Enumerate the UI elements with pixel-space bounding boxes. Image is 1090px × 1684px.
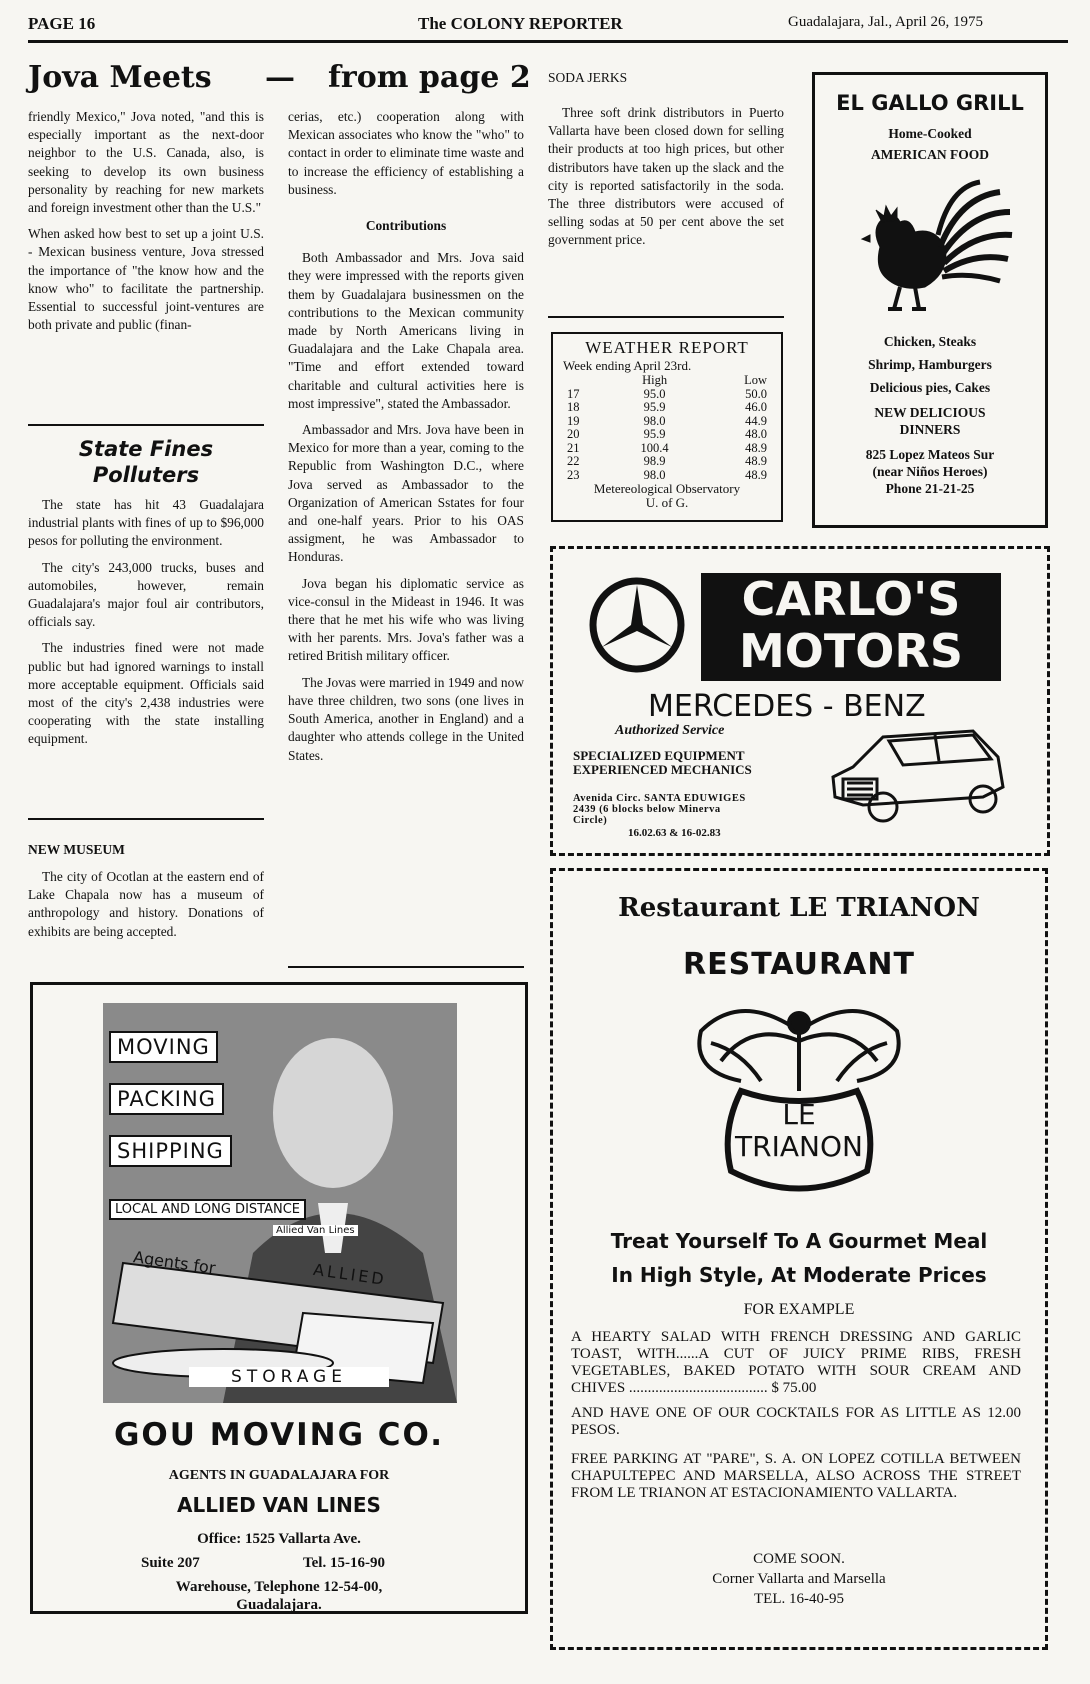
gou-agents-for: Agents for <box>132 1247 217 1278</box>
divider <box>28 424 264 426</box>
weather-low: 46.0 <box>745 400 767 414</box>
gallo-title: EL GALLO GRILL <box>836 91 1024 115</box>
mercedes-car-icon <box>823 717 1013 827</box>
carlos-addr-line: 2439 (6 blocks below Minerva <box>573 804 721 815</box>
weather-low: 48.9 <box>745 454 767 468</box>
gou-storage: STORAGE <box>189 1367 389 1387</box>
carlos-equip-line: EXPERIENCED MECHANICS <box>573 762 752 777</box>
weather-row <box>563 401 771 415</box>
gallo-line: Shrimp, Hamburgers <box>868 357 992 372</box>
carlos-service: Authorized Service <box>615 723 725 738</box>
weather-high: 95.9 <box>643 427 666 441</box>
mercedes-logo-icon <box>587 575 687 675</box>
carlos-motors-ad <box>550 546 1050 856</box>
gou-sign: SHIPPING <box>109 1135 232 1167</box>
weather-row <box>563 469 771 483</box>
weather-day: 21 <box>567 440 580 455</box>
paper-name: The COLONY REPORTER <box>418 14 623 33</box>
gallo-line: 825 Lopez Mateos Sur <box>865 447 995 462</box>
trianon-logo-top: RESTAURANT <box>683 947 915 982</box>
trianon-come: COME SOON. <box>753 1551 845 1567</box>
museum-column <box>28 868 264 949</box>
trianon-logo-line: TRIANON <box>735 1130 863 1163</box>
gou-city: Guadalajara. <box>236 1597 322 1613</box>
jova-headline-right: from page 2 <box>328 60 531 95</box>
jova-paragraph: Jova began his diplomatic service as vice-consul in the Mideast in 1946. It was there that he met his wife who was living with her parents. Mrs. Jova's father was a retired British military officer. <box>288 575 524 664</box>
weather-footer-1: Metereological Observatory <box>593 481 741 496</box>
gallo-line: (near Niños Heroes) <box>872 464 988 479</box>
weather-row <box>563 455 771 469</box>
gallo-line: NEW DELICIOUS DINNERS <box>874 405 986 437</box>
museum-paragraph: The city of Ocotlan at the eastern end of Lake Chapala now has a museum of anthropology and history. Donations of exhibits are being accepted. <box>28 869 264 939</box>
jova-paragraph: When asked how best to set up a joint U.S. - Mexican business venture, Jova stressed the importance of "the know how and the know who" to facilitate the partnership. Essential to successful joint-ventures are both private and public (finan- <box>28 226 264 333</box>
trianon-tagline: Treat Yourself To A Gourmet Meal <box>610 1229 988 1253</box>
weather-day: 19 <box>567 413 580 428</box>
divider <box>28 818 264 820</box>
jova-paragraph: The Jovas were married in 1949 and now have three children, two sons (one lives in South America, another in England) and a daughter who attends college in the United States. <box>288 674 524 763</box>
jova-headline-dash: — <box>265 60 295 95</box>
weather-low: 50.0 <box>745 386 767 401</box>
weather-day: 23 <box>567 467 580 482</box>
carlos-equip-line: SPECIALIZED EQUIPMENT <box>573 748 745 763</box>
weather-low: 48.9 <box>745 467 767 482</box>
gou-photo <box>103 1003 457 1403</box>
weather-day: 17 <box>567 386 580 401</box>
soda-column <box>548 104 784 258</box>
jova-paragraph: friendly Mexico," Jova noted, "and this is especially important as the next-door neighbor to the U.S. Canada, also, is seeking to develop its own business personality by reaching for new markets and foreign investment other than the U.S." <box>28 109 264 216</box>
weather-row <box>563 388 771 402</box>
carlos-phones: 16.02.63 & 16-02.83 <box>628 827 721 839</box>
gou-name: GOU MOVING CO. <box>113 1417 445 1453</box>
contributions-head: Contributions <box>365 218 447 234</box>
weather-col-high: High <box>642 373 668 387</box>
carlos-brand: MERCEDES - BENZ <box>648 689 926 724</box>
weather-high: 100.4 <box>640 440 669 455</box>
weather-high: 95.0 <box>643 386 666 401</box>
gou-truck-label: Allied Van Lines <box>273 1225 358 1236</box>
gallo-line: Delicious pies, Cakes <box>869 380 991 395</box>
gallo-line: AMERICAN FOOD <box>870 147 990 162</box>
soda-head: SODA JERKS <box>548 70 628 85</box>
gou-moving-ad <box>30 982 528 1614</box>
fines-headline-line: Polluters <box>92 463 200 487</box>
carlos-name-1: CARLO'S <box>741 572 961 626</box>
fines-headline <box>28 436 264 488</box>
carlos-name-2: MOTORS <box>739 624 963 678</box>
carlos-addr-line: Avenida Circ. SANTA EDUWIGES <box>573 793 746 804</box>
gou-agents-line: AGENTS IN GUADALAJARA FOR <box>168 1468 390 1483</box>
weather-title: WEATHER REPORT <box>585 338 749 357</box>
gou-warehouse: Warehouse, Telephone 12-54-00, <box>175 1579 383 1595</box>
fines-paragraph: The city's 243,000 trucks, buses and automobiles, however, remain Guadalajara's major foul air contributors, officials say. <box>28 559 264 630</box>
divider <box>288 966 524 968</box>
weather-subtitle: Week ending April 23rd. <box>563 358 692 373</box>
page-header <box>28 6 1068 43</box>
gou-allied-line: ALLIED VAN LINES <box>177 1493 381 1517</box>
gou-sign: MOVING <box>109 1031 218 1063</box>
gou-tel: Tel. 15-16-90 <box>303 1555 385 1571</box>
le-trianon-ad <box>550 868 1048 1650</box>
museum-head: NEW MUSEUM <box>28 842 125 857</box>
weather-day: 22 <box>567 454 580 468</box>
weather-row <box>563 428 771 442</box>
fines-paragraph: The industries fined were not made public but had ignored warnings to install more acceptable equipment. Officials said most of the city's 2,438 industries were cooperating with the state installing equipment. <box>28 640 264 747</box>
gou-allied: ALLIED <box>312 1259 388 1290</box>
rooster-icon <box>840 177 1020 317</box>
gallo-line: Home-Cooked <box>888 126 972 141</box>
weather-low: 44.9 <box>745 413 767 428</box>
weather-low: 48.0 <box>745 427 767 441</box>
fines-column <box>28 496 264 757</box>
divider <box>548 316 784 318</box>
weather-report <box>551 332 783 522</box>
trianon-tel: TEL. 16-40-95 <box>754 1591 844 1607</box>
weather-row <box>563 415 771 429</box>
jova-paragraph: Both Ambassador and Mrs. Jova said they were impressed with the reports given them by Guadalajara businessmen on the contributions to the Mexican community made by North Americans living in Guadalajara and the Lake Chapala area. "Time and effort extended toward charitable and cultural activities here is most impressive", stated the Ambassador. <box>288 250 524 411</box>
fines-headline-line: State Fines <box>78 437 214 461</box>
carlos-addr-line: Circle) <box>573 815 608 826</box>
trianon-logo-text <box>719 1099 879 1163</box>
jova-column-2 <box>288 108 524 773</box>
gou-suite: Suite 207 <box>141 1555 200 1571</box>
weather-low: 48.9 <box>745 440 767 455</box>
carlos-equipment <box>573 749 752 777</box>
gou-office: Office: 1525 Vallarta Ave. <box>197 1531 361 1547</box>
weather-col-low: Low <box>744 373 767 387</box>
carlos-name-block <box>701 573 1001 681</box>
trianon-corner: Corner Vallarta and Marsella <box>712 1571 886 1587</box>
gallo-line: Chicken, Steaks <box>883 334 977 349</box>
trianon-logo-line: LE <box>782 1098 816 1131</box>
jova-column-1 <box>28 108 264 342</box>
trianon-menu: A HEARTY SALAD WITH FRENCH DRESSING AND GARLIC TOAST, WITH......A CUT OF JUICY PRIME RIBS, FRESH VEGETABLES, BAKED POTATO WITH SOUR CREAM AND CHIVES ..................................... $ 75.00 <box>571 1329 1021 1396</box>
dateline: Guadalajara, Jal., April 26, 1975 <box>788 14 983 30</box>
trianon-tagline: In High Style, At Moderate Prices <box>611 1263 987 1287</box>
carlos-address <box>573 793 813 826</box>
weather-row <box>563 442 771 456</box>
weather-header-row <box>563 374 771 388</box>
trianon-example: FOR EXAMPLE <box>743 1301 855 1318</box>
fines-paragraph: The state has hit 43 Guadalajara industrial plants with fines of up to $96,000 pesos for polluting the environment. <box>28 497 264 549</box>
weather-day: 20 <box>567 427 580 441</box>
trianon-title: Restaurant LE TRIANON <box>618 893 980 923</box>
weather-high: 98.9 <box>643 454 666 468</box>
page-number: PAGE 16 <box>28 14 96 33</box>
gou-sign: PACKING <box>109 1083 224 1115</box>
gallo-line: Phone 21-21-25 <box>885 481 975 496</box>
weather-footer-2: U. of G. <box>645 495 689 510</box>
trianon-cocktail: AND HAVE ONE OF OUR COCKTAILS FOR AS LITTLE AS 12.00 PESOS. <box>571 1405 1021 1438</box>
jova-headline-left: Jova Meets <box>28 60 212 95</box>
jova-paragraph: cerias, etc.) cooperation along with Mexican associates who know the "who" to contact in order to eliminate time waste and to increase the efficiency of establishing a business. <box>288 109 524 197</box>
weather-table <box>563 374 771 482</box>
gallo-grill-ad <box>812 72 1048 528</box>
soda-paragraph: Three soft drink distributors in Puerto Vallarta have been closed down for selling their products at too high prices, but other distributors have taken up the slack and the city is reported satisfactorily in the soda. The three distributors were accused of selling sodas at 50 per cent above the set government price. <box>548 105 784 248</box>
gou-banner: LOCAL AND LONG DISTANCE <box>109 1199 306 1220</box>
jova-paragraph: Ambassador and Mrs. Jova have been in Mexico for more than a year, coming to the Republic from Washington D.C., where Jova served as Ambassador to the Organization of American Sstates for four and one-half years. Prior to his OAS assigment, he was Ambassador to Honduras. <box>288 422 524 565</box>
weather-high: 98.0 <box>643 413 666 428</box>
weather-high: 95.9 <box>643 400 666 414</box>
weather-high: 98.0 <box>643 467 666 482</box>
weather-day: 18 <box>567 400 580 414</box>
trianon-parking: FREE PARKING AT "PARE", S. A. ON LOPEZ COTILLA BETWEEN CHAPULTEPEC AND MARSELLA, ALSO ACROSS THE STREET FROM LE TRIANON AT ESTACIONAMIENTO VALLARTA. <box>571 1451 1021 1501</box>
